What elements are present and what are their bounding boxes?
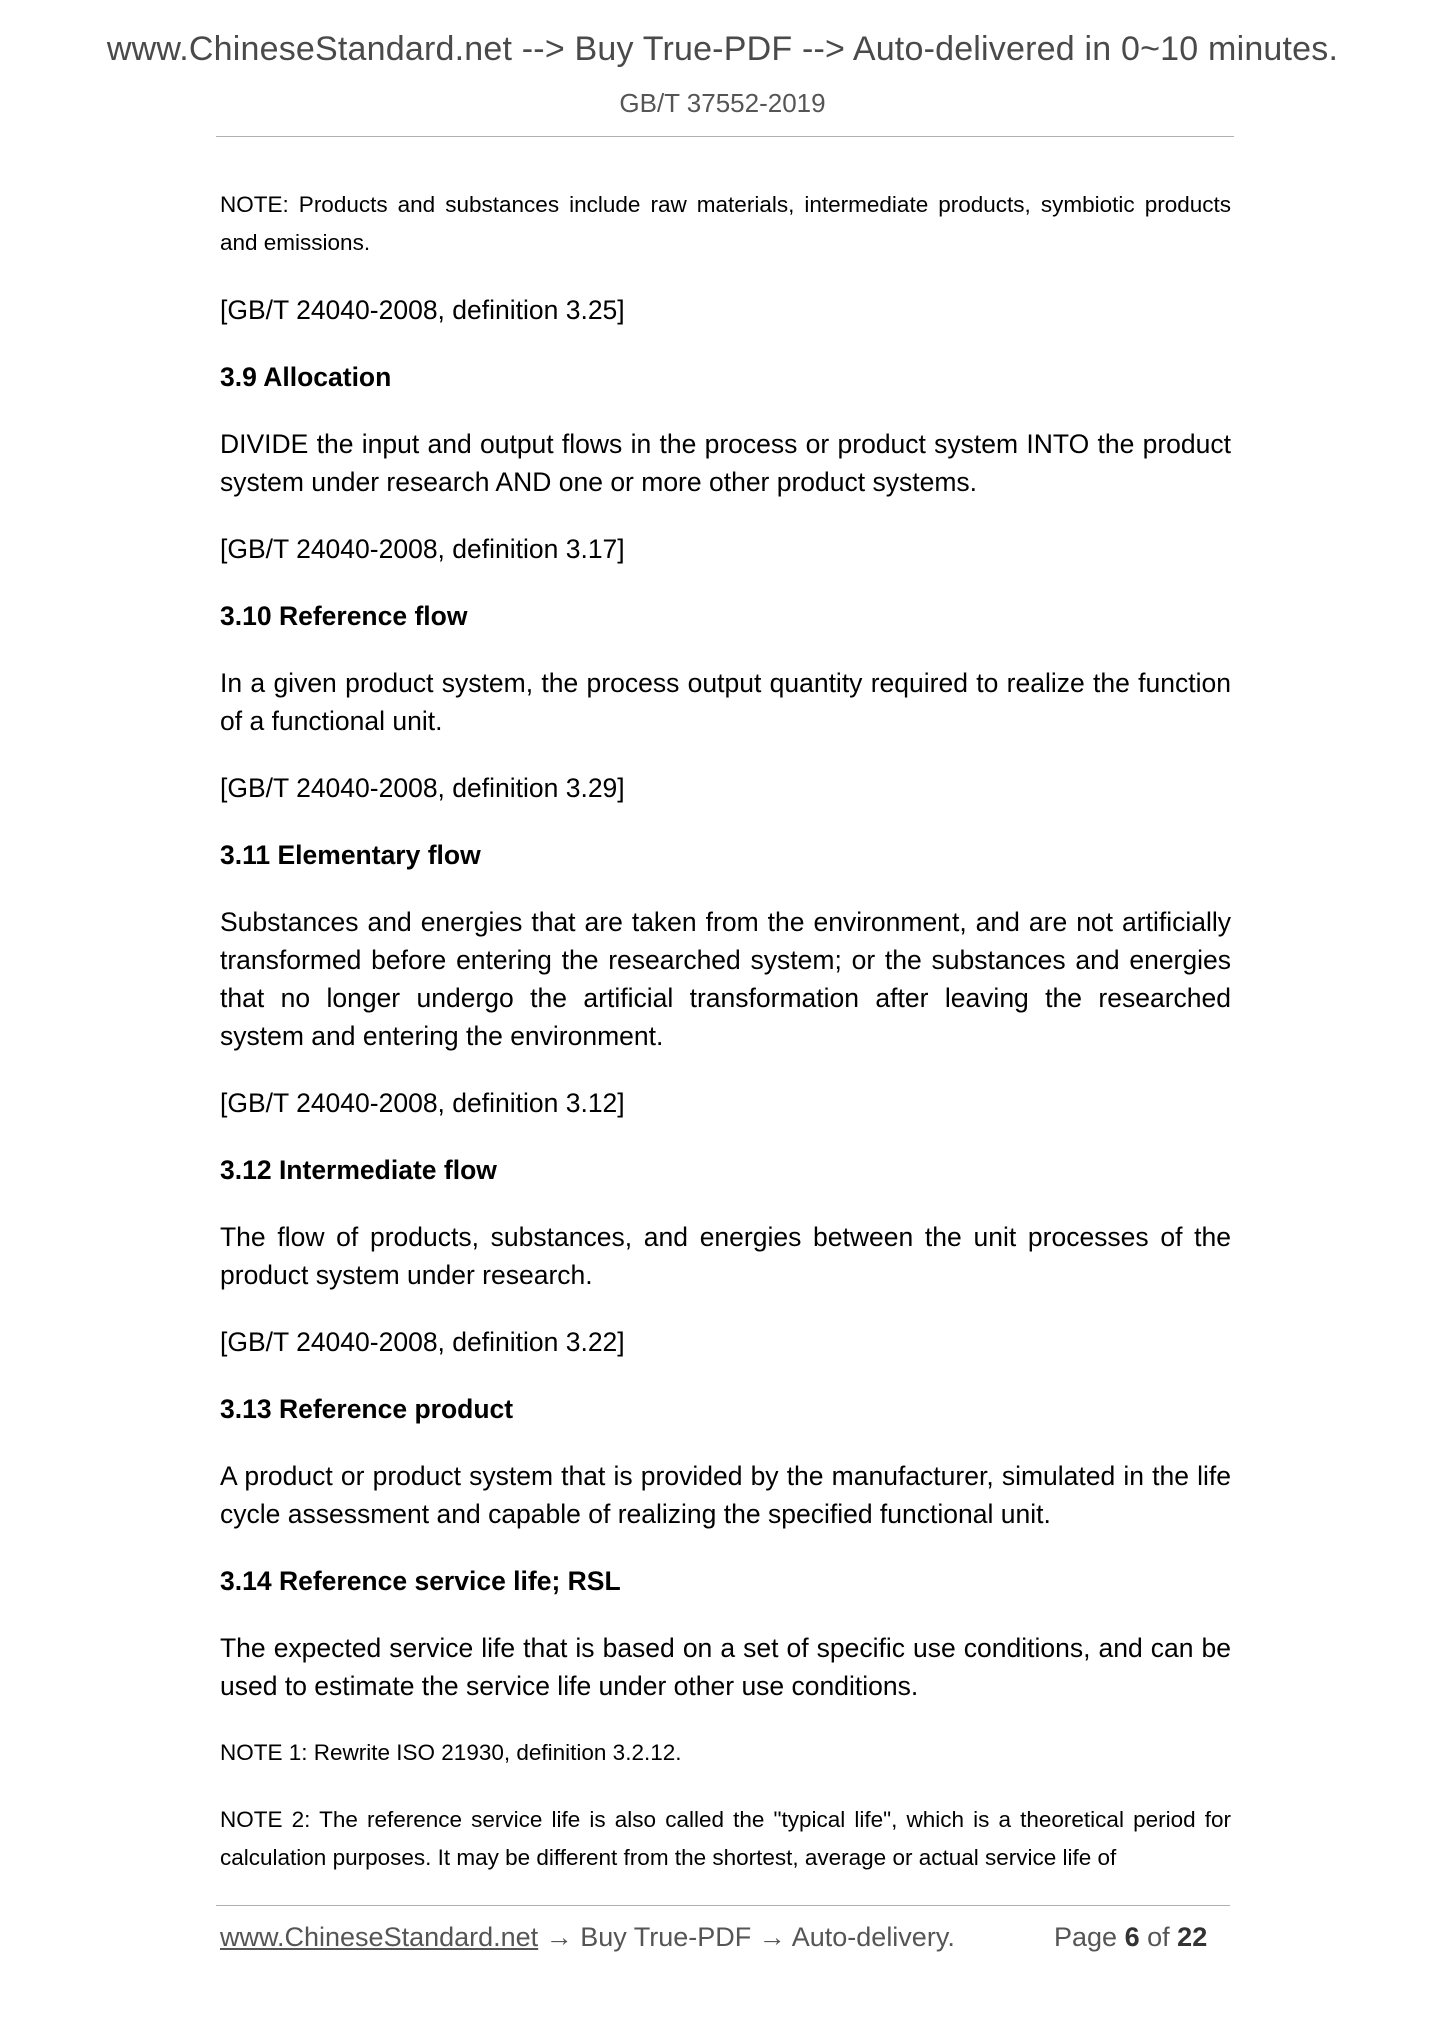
- reference-citation: [GB/T 24040-2008, definition 3.22]: [220, 1327, 625, 1357]
- page-number: 6: [1124, 1922, 1140, 1952]
- document-id: GB/T 37552-2019: [619, 88, 826, 118]
- footer-divider: [216, 1905, 1230, 1906]
- page-indicator: [1054, 1922, 1207, 1953]
- note-2: NOTE 2: The reference service life is also called the "typical life", which is a theoretical period for calculation purposes. It may be different from the shortest, average or actual service life of: [220, 1807, 1231, 1870]
- definition-reference-product: A product or product system that is provided by the manufacturer, simulated in the life cycle assessment and capable of realizing the specified functional unit.: [220, 1461, 1231, 1529]
- definition-allocation: DIVIDE the input and output flows in the process or product system INTO the product system under research AND one or more other product systems.: [220, 429, 1231, 497]
- reference-citation: [GB/T 24040-2008, definition 3.29]: [220, 773, 625, 803]
- footer-tagline: → Buy True-PDF → Auto-delivery.: [538, 1922, 955, 1952]
- note-1: NOTE 1: Rewrite ISO 21930, definition 3.2.12.: [220, 1740, 682, 1765]
- reference-citation: [GB/T 24040-2008, definition 3.17]: [220, 534, 625, 564]
- definition-intermediate-flow: The flow of products, substances, and energies between the unit processes of the product system under research.: [220, 1222, 1231, 1290]
- reference-citation: [GB/T 24040-2008, definition 3.12]: [220, 1088, 625, 1118]
- of-label: of: [1147, 1922, 1170, 1952]
- section-heading-3-11: 3.11 Elementary flow: [220, 840, 481, 870]
- definition-reference-flow: In a given product system, the process output quantity required to realize the function of a functional unit.: [220, 668, 1231, 736]
- reference-citation: [GB/T 24040-2008, definition 3.25]: [220, 295, 625, 325]
- definition-elementary-flow: Substances and energies that are taken from the environment, and are not artificially transformed before entering the researched system; or the substances and energies that no longer undergo the artificial transformation after leaving the researched system and entering the environment.: [220, 907, 1231, 1051]
- footer-site-link[interactable]: www.ChineseStandard.net: [220, 1922, 539, 1952]
- header-banner: www.ChineseStandard.net --> Buy True-PDF --> Auto-delivered in 0~10 minutes.: [106, 30, 1339, 68]
- section-heading-3-10: 3.10 Reference flow: [220, 601, 468, 631]
- header-divider: [216, 136, 1234, 137]
- footer-tagline-group: [220, 1922, 955, 1953]
- total-pages: 22: [1177, 1922, 1208, 1952]
- definition-reference-service-life: The expected service life that is based on a set of specific use conditions, and can be used to estimate the service life under other use conditions.: [220, 1633, 1231, 1701]
- document-body: [220, 186, 1231, 1877]
- section-heading-3-13: 3.13 Reference product: [220, 1394, 514, 1424]
- section-heading-3-14: 3.14 Reference service life; RSL: [220, 1566, 621, 1596]
- page-label: Page: [1054, 1922, 1118, 1952]
- section-heading-3-9: 3.9 Allocation: [220, 362, 392, 392]
- note-products-substances: NOTE: Products and substances include raw materials, intermediate products, symbiotic products and emissions.: [220, 192, 1231, 255]
- section-heading-3-12: 3.12 Intermediate flow: [220, 1155, 497, 1185]
